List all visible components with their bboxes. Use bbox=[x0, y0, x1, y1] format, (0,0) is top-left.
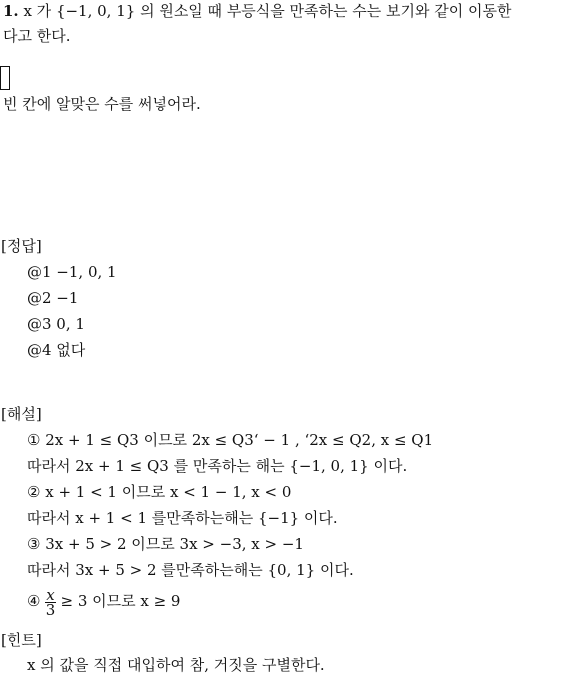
question-line-2: 다고 한다. bbox=[3, 27, 71, 45]
explanation-line-7-text: ≥ 3 이므로 x ≥ 9 bbox=[60, 592, 181, 610]
explanation-line-6: 따라서 3x + 5 > 2 를만족하는해는 {0, 1} 이다. bbox=[27, 561, 354, 579]
fraction-numerator: x bbox=[46, 585, 55, 604]
hint-heading: [힌트] bbox=[1, 631, 42, 649]
explanation-line-7 bbox=[27, 586, 180, 617]
answer-item-4: @4 없다 bbox=[27, 341, 86, 359]
fraction bbox=[45, 585, 56, 619]
question-text-1: x 가 {−1, 0, 1} 의 원소일 때 부등식을 만족하는 수는 보기와 같이 이동한 bbox=[23, 2, 512, 20]
explanation-line-2: 따라서 2x + 1 ≤ Q3 를 만족하는 해는 {−1, 0, 1} 이다. bbox=[27, 457, 408, 475]
answer-item-1: @1 −1, 0, 1 bbox=[27, 263, 117, 281]
explanation-heading: [해설] bbox=[1, 405, 42, 423]
question-line-1 bbox=[3, 1, 511, 21]
hint-text: x 의 값을 직접 대입하여 참, 거짓을 구별한다. bbox=[27, 656, 325, 674]
explanation-line-1: ① 2x + 1 ≤ Q3 이므로 2x ≤ Q3‘ − 1 , ‘2x ≤ Q2, x ≤ Q1 bbox=[27, 431, 434, 449]
blank-box[interactable] bbox=[0, 66, 10, 90]
explanation-line-4: 따라서 x + 1 < 1 를만족하는해는 {−1} 이다. bbox=[27, 509, 338, 527]
instruction-text: 빈 칸에 알맞은 수를 써넣어라. bbox=[3, 95, 201, 113]
explanation-line-5: ③ 3x + 5 > 2 이므로 3x > −3, x > −1 bbox=[27, 535, 304, 553]
fraction-denominator: 3 bbox=[45, 600, 56, 619]
answer-item-3: @3 0, 1 bbox=[27, 315, 85, 333]
answer-item-2: @2 −1 bbox=[27, 289, 79, 307]
question-number: 1. bbox=[3, 2, 19, 20]
answer-heading: [정답] bbox=[1, 237, 42, 255]
explanation-line-3: ② x + 1 < 1 이므로 x < 1 − 1, x < 0 bbox=[27, 483, 292, 501]
circled-four: ④ bbox=[27, 592, 41, 610]
